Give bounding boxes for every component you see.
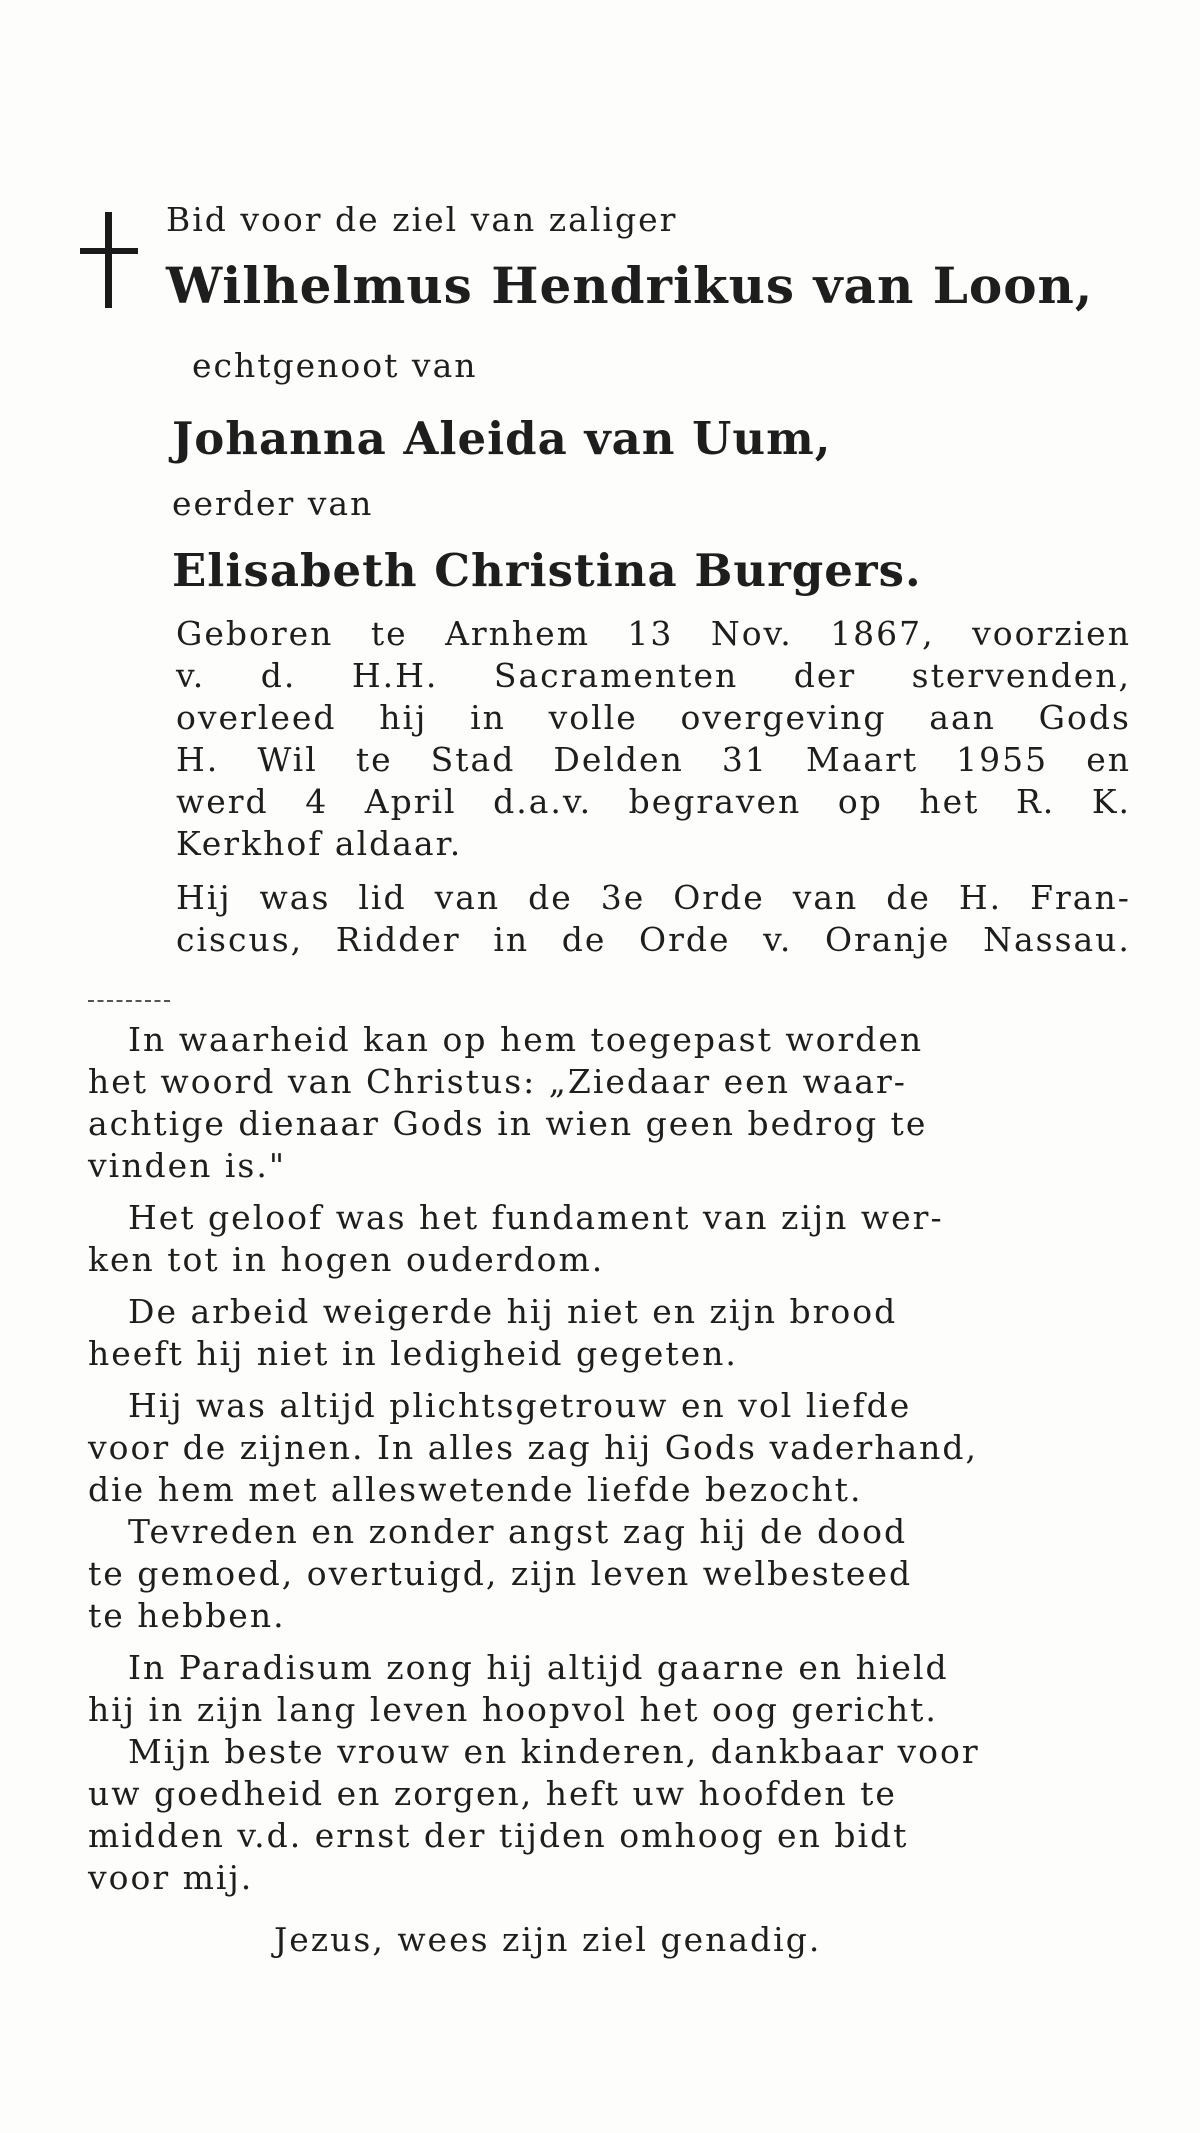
former-spouse-name: Elisabeth Christina Burgers. <box>172 544 922 597</box>
text-line: Hij was altijd plichtsgetrouw en vol liefde <box>128 1386 912 1425</box>
text-line: die hem met alleswetende liefde bezocht. <box>88 1470 863 1509</box>
text-line: voor mij. <box>88 1858 254 1897</box>
bio-line: Hij was lid van de 3e Orde van de H. Fran- <box>176 878 1131 917</box>
bio-line: overleed hij in volle overgeving aan Gods <box>176 698 1131 737</box>
text-line: voor de zijnen. In alles zag hij Gods vaderhand, <box>88 1428 979 1467</box>
text-line: Tevreden en zonder angst zag hij de dood <box>128 1512 908 1551</box>
text-line: te hebben. <box>88 1596 286 1635</box>
bio-line: werd 4 April d.a.v. begraven op het R. K. <box>176 782 1131 821</box>
text-line: uw goedheid en zorgen, heft uw hoofden te <box>88 1774 897 1813</box>
bio-line: ciscus, Ridder in de Orde v. Oranje Nassau. <box>176 920 1131 959</box>
text-line: te gemoed, overtuigd, zijn leven welbesteed <box>88 1554 913 1593</box>
text-line: ken tot in hogen ouderdom. <box>88 1240 605 1279</box>
former-spouse-intro: eerder van <box>172 484 374 523</box>
text-line: De arbeid weigerde hij niet en zijn brood <box>128 1292 898 1331</box>
spouse-name: Johanna Aleida van Uum, <box>172 412 832 465</box>
text-line: vinden is." <box>88 1146 287 1185</box>
text-line: midden v.d. ernst der tijden omhoog en bidt <box>88 1816 909 1855</box>
closing-prayer: Jezus, wees zijn ziel genadig. <box>274 1920 822 1959</box>
text-line: In waarheid kan op hem toegepast worden <box>128 1020 924 1059</box>
bio-line: H. Wil te Stad Delden 31 Maart 1955 en <box>176 740 1131 779</box>
text-line: hij in zijn lang leven hoopvol het oog gericht. <box>88 1690 938 1729</box>
prayer-intro: Bid voor de ziel van zaliger <box>166 200 678 239</box>
text-line: het woord van Christus: „Ziedaar een waar- <box>88 1062 907 1101</box>
text-line: Het geloof was het fundament van zijn wer- <box>128 1198 944 1237</box>
text-line: achtige dienaar Gods in wien geen bedrog te <box>88 1104 928 1143</box>
text-line: Mijn beste vrouw en kinderen, dankbaar voor <box>128 1732 980 1771</box>
bio-line: Kerkhof aldaar. <box>176 824 463 863</box>
bio-line: Geboren te Arnhem 13 Nov. 1867, voorzien <box>176 614 1131 653</box>
section-divider <box>88 1000 170 1002</box>
spouse-intro: echtgenoot van <box>192 346 478 385</box>
bio-line: v. d. H.H. Sacramenten der stervenden, <box>176 656 1131 695</box>
deceased-name: Wilhelmus Hendrikus van Loon, <box>166 256 1094 315</box>
text-line: In Paradisum zong hij altijd gaarne en hield <box>128 1648 949 1687</box>
text-line: heeft hij niet in ledigheid gegeten. <box>88 1334 738 1373</box>
cross-icon <box>80 212 138 308</box>
